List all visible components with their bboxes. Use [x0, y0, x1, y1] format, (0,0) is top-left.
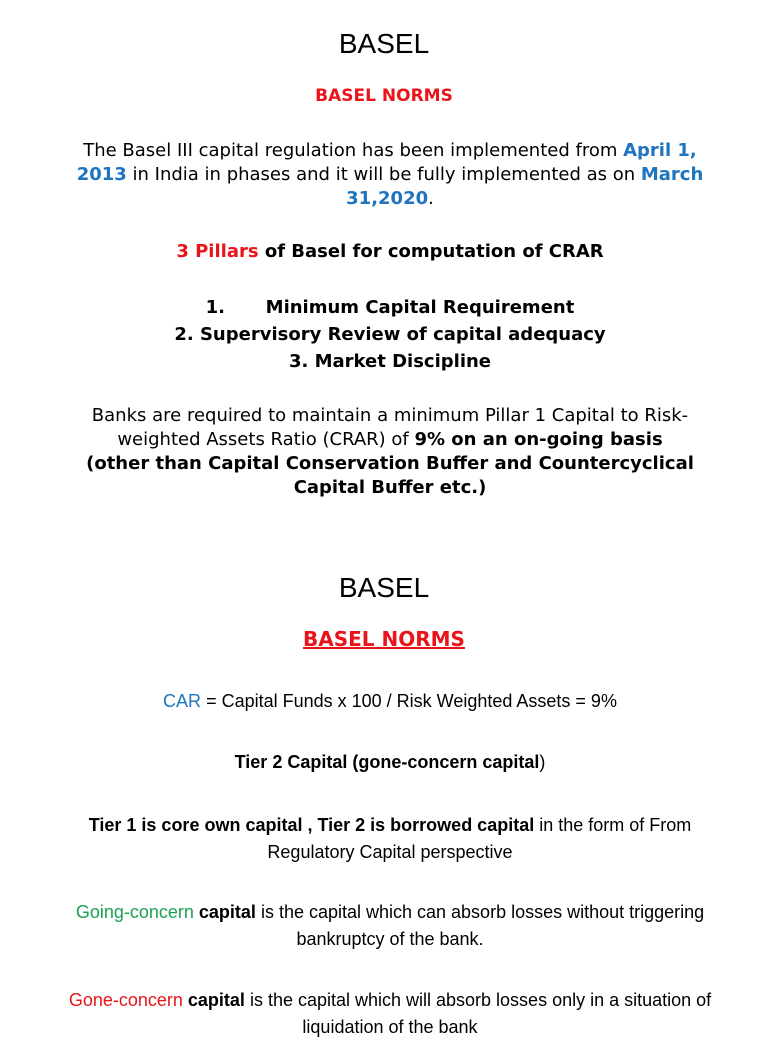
pillars-list	[60, 294, 720, 375]
tier1-tier2-comparison	[60, 812, 720, 866]
intro-date-april: April 1, 2013	[76, 140, 697, 185]
pillar-item-1-number: 1.	[205, 297, 226, 318]
crar-text: Banks are required to maintain a minimum Pillar 1 Capital to Risk-weighted Assets Ratio (CRAR) of	[91, 405, 689, 450]
intro-date-march: March 31,2020	[346, 164, 704, 209]
car-formula-text: = Capital Funds x 100 / Risk Weighted Assets = 9%	[201, 691, 617, 711]
slide-1-title: BASEL	[338, 28, 430, 59]
pillar-item-3: 3. Market Discipline	[288, 351, 492, 372]
car-label: CAR	[163, 691, 202, 711]
pillars-heading	[60, 240, 720, 264]
tier2-definition	[60, 749, 720, 776]
slide-2-subtitle: BASEL NORMS	[303, 627, 465, 651]
pillar-item-1	[60, 294, 720, 321]
intro-text-2: in India in phases and it will be fully implemented as on	[126, 164, 641, 185]
intro-text-3: .	[428, 188, 434, 209]
gone-concern-text: is the capital which will absorb losses only in a situation of liquidation of the bank	[244, 990, 712, 1037]
crar-requirement	[60, 404, 720, 500]
crar-exclusions: (other than Capital Conservation Buffer and Countercyclical Capital Buffer etc.)	[86, 453, 694, 498]
pillar-item-1-text: Minimum Capital Requirement	[265, 297, 575, 318]
slide-2	[0, 556, 768, 1037]
gone-concern-label: Gone-concern	[68, 990, 183, 1010]
going-concern-text: is the capital which can absorb losses without triggering bankruptcy of the bank.	[255, 902, 705, 949]
intro-text-1: The Basel III capital regulation has been implemented from	[83, 140, 624, 161]
slide-1-subtitle: BASEL NORMS	[315, 86, 453, 106]
basel-iii-intro	[60, 139, 720, 211]
pillars-highlight: 3 Pillars	[176, 241, 259, 262]
pillar-item-2: 2. Supervisory Review of capital adequacy	[174, 324, 606, 345]
car-formula	[60, 688, 720, 715]
pillars-heading-rest: of Basel for computation of CRAR	[258, 241, 604, 262]
going-concern-definition	[60, 899, 720, 953]
gone-concern-capital: capital	[182, 990, 245, 1010]
crar-rate: 9% on an on-going basis	[414, 429, 663, 450]
tier2-bold: Tier 2 Capital (gone-concern capital	[234, 752, 540, 772]
tier-comparison-bold: Tier 1 is core own capital , Tier 2 is borrowed capital	[88, 815, 535, 835]
tier2-rest: )	[539, 752, 546, 772]
tier-comparison-text: in the form of From Regulatory Capital perspective	[267, 815, 692, 862]
gone-concern-definition	[60, 987, 720, 1041]
slide-2-title: BASEL	[338, 572, 430, 603]
going-concern-capital: capital	[193, 902, 256, 922]
going-concern-label: Going-concern	[75, 902, 194, 922]
